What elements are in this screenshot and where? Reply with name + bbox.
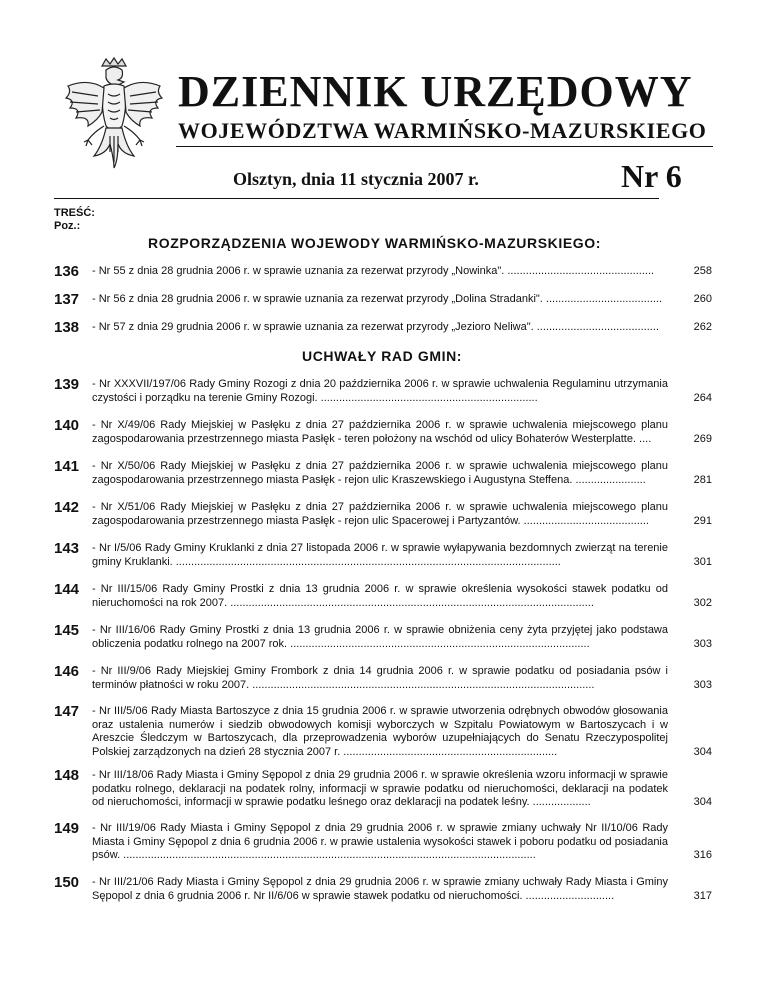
- entry-page: 301: [693, 555, 712, 568]
- entry-number: 145: [54, 622, 80, 639]
- entry-page: 258: [693, 265, 712, 277]
- eagle-emblem-icon: [58, 56, 170, 174]
- entry-text: - Nr III/18/06 Rady Miasta i Gminy Sępopol z dnia 29 grudnia 2006 r. w sprawie określenia wzoru informacji w sprawie podatku rolnego, deklaracji na podatek rolny, informacji w sprawie podatku od nieruchomości, deklaracji na podatek od nieruchomości, informacji w sprawie podatku leśnego oraz deklaracji na podatek leśny. ...................: [92, 769, 668, 808]
- toc-entry: [54, 876, 716, 903]
- entry-page: 281: [693, 473, 712, 486]
- entry-text: - Nr III/15/06 Rady Gminy Prostki z dnia 13 grudnia 2006 r. w sprawie określenia wysokości stawek podatku od nieruchomości na rok 2007. .......................................................................................................................: [92, 583, 668, 609]
- entry-text: - Nr III/19/06 Rady Miasta i Gminy Sępopol z dnia 29 grudnia 2006 r. w sprawie zmiany uchwały Nr II/10/06 Rady Miasta i Gminy Sępopol z dnia 6 grudnia 2006 r. w prawie ustalenia wysokości stawek i poboru podatku od posiadania psów. .......................................................................................................................................: [92, 822, 668, 861]
- entry-text: - Nr X/50/06 Rady Miejskiej w Pasłęku z dnia 27 października 2006 r. w sprawie uchwalenia miejscowego planu zagospodarowania przestrzennego miasta Pasłęk - rejon ulic Kraszewskiego i Augustyna Steffena. .......................: [92, 460, 668, 486]
- toc-entry: [54, 378, 716, 405]
- entry-page: 304: [693, 745, 712, 758]
- entry-page: 262: [693, 321, 712, 333]
- contents-label: TREŚĆ:: [54, 207, 95, 219]
- toc-entry: [54, 265, 716, 279]
- entry-text: - Nr X/51/06 Rady Miejskiej w Pasłęku z dnia 27 października 2006 r. w sprawie uchwalenia miejscowego planu zagospodarowania przestrzennego miasta Pasłęk - rejon ulic Spacerowej i Partyzantów. .........................................: [92, 501, 668, 527]
- entry-text: - Nr 56 z dnia 28 grudnia 2006 r. w sprawie uznania za rezerwat przyrody „Dolina Stradanki". ......................................: [92, 293, 663, 305]
- toc-entry: [54, 769, 716, 810]
- entry-number: 137: [54, 291, 80, 308]
- entry-number: 147: [54, 703, 80, 720]
- toc-entry: [54, 293, 716, 307]
- entry-text: - Nr XXXVII/197/06 Rady Gminy Rozogi z dnia 20 października 2006 r. w sprawie uchwalenia Regulaminu utrzymania czystości i porządku na terenie Gminy Rozogi. .......................................................................: [92, 378, 668, 404]
- place-and-date: Olsztyn, dnia 11 stycznia 2007 r.: [233, 169, 479, 189]
- toc-entry: [54, 822, 716, 863]
- entry-text: - Nr III/9/06 Rady Miejskiej Gminy Frombork z dnia 14 grudnia 2006 r. w sprawie podatku od posiadania psów i terminów płatności w roku 2007. ................................................................................................................: [92, 665, 668, 691]
- entry-text: - Nr III/5/06 Rady Miasta Bartoszyce z dnia 15 grudnia 2006 r. w sprawie utworzenia odrębnych obwodów głosowania oraz ustalenia numerów i siedzib obwodowych komisji wyborczych w Szpitalu Powiatowym w Bartoszycach i w Areszcie Śledczym w Bartoszycach, dla przeprowadzenia wyborów uzupełniających do Senatu Rzeczypospolitej Polskiej zarządzonych na dzień 28 stycznia 2007 r. ......................................................................: [92, 705, 668, 758]
- entry-text: - Nr 55 z dnia 28 grudnia 2006 r. w sprawie uznania za rezerwat przyrody „Nowinka". ................................................: [92, 265, 655, 277]
- toc-entry: [54, 665, 716, 692]
- entry-number: 149: [54, 820, 80, 837]
- header-divider: [176, 146, 713, 147]
- entry-number: 139: [54, 376, 80, 393]
- entry-text: - Nr III/16/06 Rady Gminy Prostki z dnia 13 grudnia 2006 r. w sprawie obniżenia ceny żyta przyjętej jako podstawa obliczenia podatku rolnego na 2007 rok. ..................................................................................................: [92, 624, 668, 650]
- toc-entry: [54, 624, 716, 651]
- entry-number: 146: [54, 663, 80, 680]
- entry-number: 141: [54, 458, 80, 475]
- entry-number: 138: [54, 319, 80, 336]
- publication-title: DZIENNIK URZĘDOWY: [178, 67, 693, 116]
- entry-page: 303: [693, 678, 712, 691]
- toc-entry: [54, 705, 716, 759]
- issue-number: Nr 6: [621, 158, 682, 194]
- entry-text: - Nr X/49/06 Rady Miejskiej w Pasłęku z dnia 27 października 2006 r. w sprawie uchwalenia miejscowego planu zagospodarowania przestrzennego miasta Pasłęk - teren położony na wschód od ulicy Bohaterów Westerplatte. ....: [92, 419, 668, 445]
- entry-page: 316: [693, 849, 712, 861]
- entry-page: 303: [693, 637, 712, 650]
- entry-text: - Nr I/5/06 Rady Gminy Kruklanki z dnia 27 listopada 2006 r. w sprawie wyłapywania bezdomnych zwierząt na terenie gminy Kruklanki. ..............................................................................................................................: [92, 542, 668, 568]
- entry-page: 304: [693, 796, 712, 808]
- publication-subtitle: WOJEWÓDZTWA WARMIŃSKO-MAZURSKIEGO: [178, 118, 707, 143]
- section-title-uchwaly: UCHWAŁY RAD GMIN:: [302, 348, 463, 364]
- entry-page: 302: [693, 596, 712, 609]
- entry-page: 264: [693, 391, 712, 404]
- toc-entry: [54, 321, 716, 335]
- entry-number: 140: [54, 417, 80, 434]
- entry-text: - Nr 57 z dnia 29 grudnia 2006 r. w sprawie uznania za rezerwat przyrody „Jezioro Neliwa". ........................................: [92, 321, 659, 333]
- entry-number: 150: [54, 874, 80, 891]
- toc-entry: [54, 501, 716, 528]
- toc-entry: [54, 419, 716, 446]
- entry-page: 317: [693, 889, 712, 902]
- header-bottom-divider: [54, 198, 659, 199]
- entry-number: 143: [54, 540, 80, 557]
- entry-page: 291: [693, 514, 712, 527]
- entry-number: 144: [54, 581, 80, 598]
- toc-entry: [54, 583, 716, 610]
- toc-entry: [54, 460, 716, 487]
- entry-page: 260: [693, 293, 712, 305]
- position-label: Poz.:: [54, 220, 81, 232]
- entry-number: 136: [54, 263, 80, 280]
- section-title-rozporzadzenia: ROZPORZĄDZENIA WOJEWODY WARMIŃSKO-MAZURSKIEGO:: [148, 235, 602, 251]
- toc-entry: [54, 542, 716, 569]
- entry-number: 148: [54, 767, 80, 784]
- entry-page: 269: [693, 432, 712, 445]
- entry-text: - Nr III/21/06 Rady Miasta i Gminy Sępopol z dnia 29 grudnia 2006 r. w sprawie zmiany uchwały Rady Miasta i Gminy Sępopol z dnia 6 grudnia 2006 r. Nr II/6/06 w sprawie stawek podatku od nieruchomości. .............................: [92, 876, 668, 902]
- entry-number: 142: [54, 499, 80, 516]
